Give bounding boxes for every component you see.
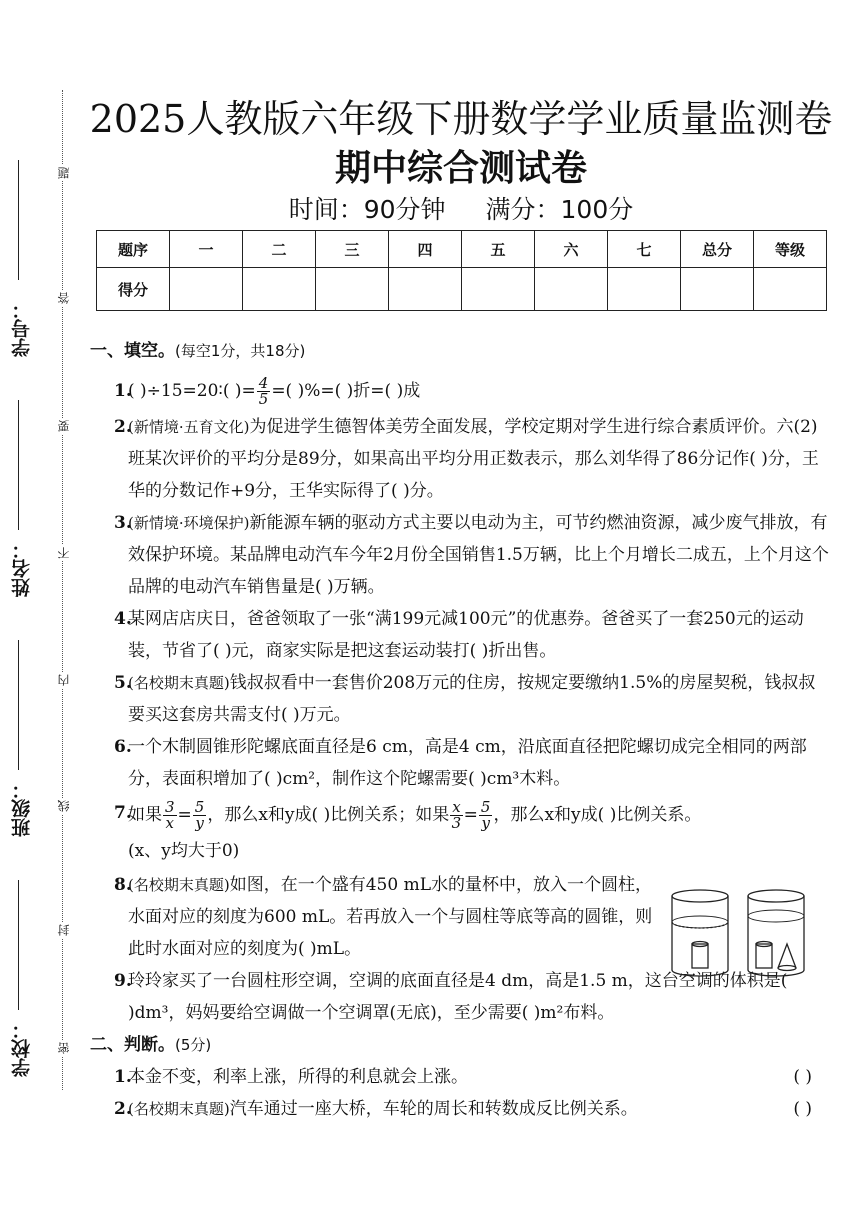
question	[100, 1093, 830, 1125]
class-line	[18, 640, 20, 770]
table-cell: 题序	[97, 231, 170, 268]
exam-info	[86, 190, 836, 226]
question	[100, 1061, 830, 1093]
school-label: 学校：	[11, 1020, 33, 1077]
question-text: ，那么x和y成( )比例关系；如果	[207, 805, 450, 825]
answer-parentheses[interactable]: ( )	[793, 1067, 812, 1087]
fraction	[450, 800, 462, 831]
table-cell: 六	[535, 231, 608, 268]
score-input-cell[interactable]	[681, 268, 754, 311]
equals-sign: =	[463, 805, 478, 825]
question-text: 玲玲家买了一台圆柱形空调，空调的底面直径是4 dm，高是1.5 m，这台空调的体积是( )dm³，妈妈要给空调做一个空调罩(无底)，至少需要( )m²布料。	[128, 971, 788, 1023]
question-number: 7.	[114, 803, 132, 823]
seal-word: 不	[57, 547, 71, 559]
fraction-denominator: y	[195, 814, 204, 832]
section-title	[90, 1029, 830, 1061]
seal-word: 线	[57, 800, 71, 812]
table-cell: 二	[243, 231, 316, 268]
exam-subtitle: 期中综合测试卷	[334, 148, 587, 189]
question	[100, 667, 830, 731]
table-cell: 五	[462, 231, 535, 268]
question-text: 一个木制圆锥形陀螺底面直径是6 cm，高是4 cm，沿底面直径把陀螺切成完全相同的两部分，表面积增加了( )cm²，制作这个陀螺需要( )cm³木料。	[128, 737, 807, 789]
time-limit: 时间：90分钟	[288, 195, 446, 224]
seal-word: 题	[57, 167, 71, 179]
question	[100, 869, 668, 965]
exam-content	[90, 335, 830, 1125]
fraction-numerator: 5	[480, 798, 491, 816]
table-cell: 七	[608, 231, 681, 268]
fraction	[479, 800, 493, 831]
score-input-cell[interactable]	[243, 268, 316, 311]
question-text: 如果	[128, 805, 162, 825]
seal-word: 密	[57, 1042, 71, 1054]
score-input-cell[interactable]	[462, 268, 535, 311]
seal-word: 答	[57, 292, 71, 304]
question	[100, 731, 830, 795]
question-number: 4.	[114, 609, 132, 629]
class-label: 班级：	[11, 780, 33, 837]
question-text: =( )%=( )折=( )成	[271, 381, 421, 401]
cup-with-cylinder-and-cone	[748, 890, 804, 976]
student-id-line	[18, 160, 20, 280]
name-line	[18, 400, 20, 530]
section-note: (5分)	[175, 1036, 212, 1054]
score-table	[96, 230, 827, 311]
fraction-numerator: 5	[194, 798, 205, 816]
seal-word: 要	[57, 420, 71, 432]
fraction-denominator: 3	[451, 814, 462, 832]
question-tag: (新情境·五育文化)	[128, 418, 250, 436]
school-line	[18, 880, 20, 1010]
fraction-denominator: 5	[258, 390, 269, 408]
score-input-cell[interactable]	[754, 268, 827, 311]
question-tag: (新情境·环境保护)	[128, 514, 250, 532]
question-text: ( )÷15=20∶( )=	[128, 381, 256, 401]
name-label: 姓名：	[11, 540, 33, 597]
table-cell: 一	[170, 231, 243, 268]
score-input-cell[interactable]	[389, 268, 462, 311]
score-input-cell[interactable]	[535, 268, 608, 311]
score-input-cell[interactable]	[316, 268, 389, 311]
measuring-cups-figure	[668, 886, 808, 986]
cup-with-cylinder	[672, 890, 728, 976]
fraction-denominator: y	[481, 814, 490, 832]
score-input-cell[interactable]	[170, 268, 243, 311]
score-input-cell[interactable]	[608, 268, 681, 311]
fraction-numerator: x	[452, 798, 461, 816]
binding-margin	[0, 0, 80, 1217]
question	[100, 375, 830, 407]
question-number: 6.	[114, 737, 132, 757]
question-number: 1.	[114, 381, 132, 401]
table-cell: 三	[316, 231, 389, 268]
table-cell: 等级	[754, 231, 827, 268]
question-text: 如图，在一个盛有450 mL水的量杯中，放入一个圆柱，水面对应的刻度为600 mL。若再放入一个与圆柱等底等高的圆锥，则此时水面对应的刻度为( )mL。	[128, 875, 653, 959]
student-id-label: 学号：	[11, 300, 33, 357]
question-text: 为促进学生德智体美劳全面发展，学校定期对学生进行综合素质评价。六(2)班某次评价的平均分是89分，如果高出平均分用正数表示，那么刘华得了86分记作( )分，王华的分数记作+9分，王华实际得了( )分。	[128, 417, 819, 501]
score-table-score-row	[97, 268, 827, 311]
question-text: (x、y均大于0)	[128, 841, 240, 861]
fraction-numerator: 3	[165, 798, 175, 816]
section-label: 二、判断。	[90, 1035, 175, 1055]
equals-sign: =	[177, 805, 192, 825]
question-number: 2.	[114, 1099, 132, 1119]
seal-word: 封	[57, 924, 71, 936]
question-tag: (名校期末真题)	[128, 876, 230, 894]
exam-title: 2025人教版六年级下册数学学业质量监测卷	[89, 97, 833, 141]
question	[100, 411, 830, 507]
question	[100, 603, 830, 667]
fraction-denominator: x	[165, 814, 174, 832]
score-table-header-row	[97, 231, 827, 268]
answer-parentheses[interactable]: ( )	[793, 1099, 812, 1119]
fraction	[257, 376, 271, 407]
question-text: ，那么x和y成( )比例关系。	[493, 805, 702, 825]
table-cell: 四	[389, 231, 462, 268]
table-cell: 得分	[97, 268, 170, 311]
question-number: 5.	[114, 673, 132, 693]
full-score: 满分：100分	[485, 195, 634, 224]
question	[100, 507, 830, 603]
fraction	[193, 800, 207, 831]
seal-line	[62, 90, 63, 1090]
question-text: 汽车通过一座大桥，车轮的周长和转数成反比例关系。	[229, 1099, 638, 1119]
table-cell: 总分	[681, 231, 754, 268]
fraction	[163, 800, 177, 831]
question-number: 2.	[114, 417, 132, 437]
seal-word: 内	[57, 674, 71, 686]
fraction-numerator: 4	[258, 374, 269, 392]
question-text: 新能源车辆的驱动方式主要以电动为主，可节约燃油资源，减少废气排放，有效保护环境。某品牌电动汽车今年2月份全国销售1.5万辆，比上个月增长二成五，上个月这个品牌的电动汽车销售量是( )万辆。	[128, 513, 829, 597]
question-number: 3.	[114, 513, 132, 533]
question-number: 9.	[114, 971, 132, 991]
question-text: 钱叔叔看中一套售价208万元的住房，按规定要缴纳1.5%的房屋契税，钱叔叔要买这套房共需支付( )万元。	[128, 673, 816, 725]
section-note: (每空1分，共18分)	[175, 342, 306, 360]
question-tag: (名校期末真题)	[128, 674, 230, 692]
question-number: 8.	[114, 875, 132, 895]
section-title	[90, 335, 830, 367]
question-text: 本金不变，利率上涨，所得的利息就会上涨。	[128, 1067, 468, 1087]
question-text: 某网店店庆日，爸爸领取了一张“满199元减100元”的优惠券。爸爸买了一套250元的运动装，节省了( )元，商家实际是把这套运动装打( )折出售。	[128, 609, 804, 661]
question-tag: (名校期末真题)	[128, 1100, 230, 1118]
question-number: 1.	[114, 1067, 132, 1087]
section-label: 一、填空。	[90, 341, 175, 361]
question	[100, 797, 830, 869]
